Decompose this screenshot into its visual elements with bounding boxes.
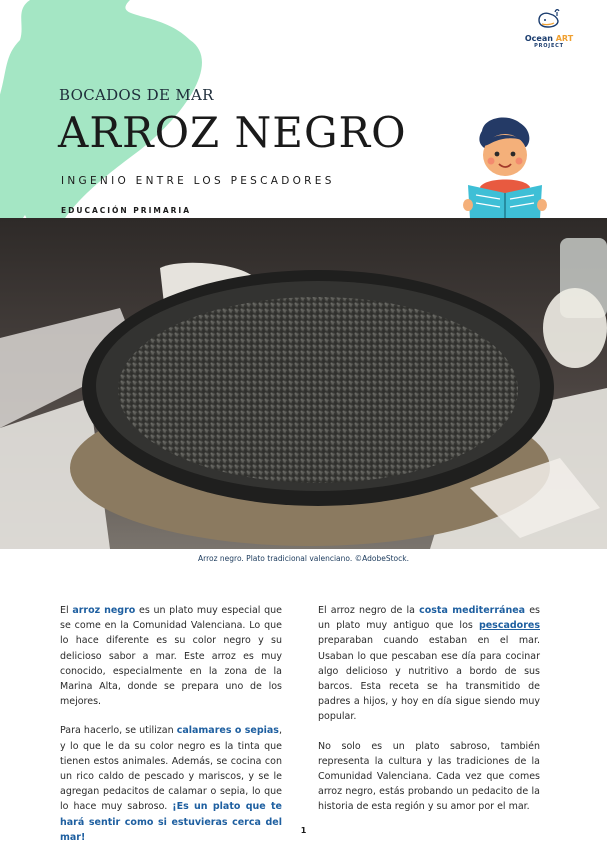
paragraph: El arroz negro es un plato muy especial que se come en la Comunidad Valenciana. Lo que lo hace diferente es su color negro y su delicioso sabor a mar. Este arroz es muy conocido, especialmente en la zona de la Marina Alta, donde se prepara uno de los mejores. (60, 605, 282, 708)
logo-subtitle: PROJECT (534, 43, 564, 49)
highlight-arroz-negro: arroz negro (72, 605, 136, 616)
highlight-calamares: calamares o sepias (176, 725, 279, 737)
arroz-negro-photo (0, 218, 607, 549)
pescadores-link[interactable]: pescadores (478, 620, 540, 632)
whale-icon (536, 8, 562, 30)
photo-caption: Arroz negro. Plato tradicional valenciano. ©AdobeStock. (197, 554, 409, 563)
paragraph: No solo es un plato sabroso, también representa la cultura y las tradiciones de la Comunidad Valenciana. Cada vez que comes arroz negro, estás probando un pedacito de la historia de esta región y su amor por el mar. (318, 740, 540, 813)
paragraph: El arroz negro de la costa mediterránea es un plato muy antiguo que los pescadores preparaban cuando estaban en el mar. Usaban lo que pescaban ese día para cocinar algo delicioso y nutritivo a bordo de sus barcos. Esta receta se ha transmitido de padres a hijos, y hoy en día sigue siendo muy popular. (318, 605, 540, 723)
page-subtitle: INGENIO ENTRE LOS PESCADORES (61, 175, 335, 187)
paragraph: Para hacerlo, se utilizan calamares o sepias, y lo que le da su color negro es la tinta que tienen estos animales. Además, se cocina con un rico caldo de pescado y mariscos, y se le agregan pedacitos de calamar o sepia, lo que lo hace muy sabroso. ¡Es un plato que te hará sentir como si estuvieras cerca del mar! (60, 725, 282, 843)
page-number: 1 (300, 826, 307, 835)
page-title: ARROZ NEGRO (58, 108, 407, 157)
ocean-art-logo (516, 8, 582, 49)
highlight-costa-mediterranea: costa mediterránea (419, 605, 526, 616)
highlight-closing-sentence: ¡Es un plato que te hará sentir como si estuvieras cerca del mar! (60, 801, 282, 843)
text-column-right (318, 603, 540, 829)
kicker-text: BOCADOS DE MAR (59, 86, 214, 104)
text-column-left (60, 603, 282, 859)
education-level: EDUCACIÓN PRIMARIA (61, 206, 192, 215)
logo-name: Ocean ART (524, 34, 574, 43)
